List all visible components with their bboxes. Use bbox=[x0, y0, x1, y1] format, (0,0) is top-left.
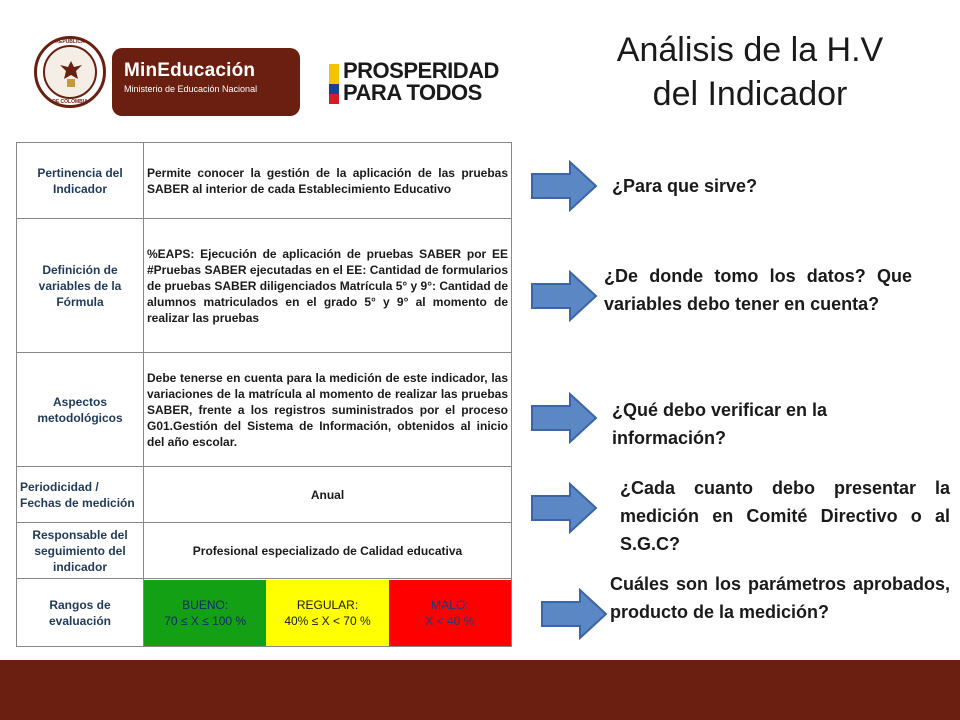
slide-title bbox=[560, 28, 940, 116]
range-bad-name: MALO: bbox=[431, 597, 469, 612]
range-good-value: 70 ≤ X ≤ 100 % bbox=[164, 613, 247, 628]
row-label: Pertinencia del Indicador bbox=[17, 143, 144, 219]
range-good bbox=[144, 580, 266, 646]
colombia-seal-logo bbox=[34, 36, 106, 108]
table-row bbox=[17, 467, 512, 523]
colombia-flag-icon bbox=[329, 64, 339, 104]
flag-stripe-red bbox=[329, 94, 339, 104]
row-label: Definición de variables de la Fórmula bbox=[17, 219, 144, 353]
ranges-label: Rangos de evaluación bbox=[17, 579, 144, 647]
question-purpose: ¿Para que sirve? bbox=[612, 176, 758, 196]
mineducacion-logo bbox=[112, 48, 300, 116]
prosperidad-line1: PROSPERIDAD bbox=[343, 58, 499, 83]
question-verify: ¿Qué debo verificar en la información? bbox=[612, 400, 828, 448]
range-bad bbox=[389, 580, 511, 646]
evaluation-ranges bbox=[144, 580, 511, 646]
row-value: %EAPS: Ejecución de aplicación de pruebas SABER por EE #Pruebas SABER ejecutadas en el EE: Cantidad de formularios de pruebas SABER diligenciados Matrícula 5° y 9°: Cantidad de alumnos matriculados en el grado 5° y 9° al momento de realizar las pruebas bbox=[144, 219, 512, 353]
arrow-right-icon bbox=[530, 482, 598, 534]
seal-text-bottom: DE COLOMBIA bbox=[52, 99, 88, 105]
seal-text-top: REPÚBLICA bbox=[55, 39, 85, 45]
row-label: Aspectos metodológicos bbox=[17, 353, 144, 467]
prosperidad-line2: PARA TODOS bbox=[343, 80, 482, 105]
range-regular-name: REGULAR: bbox=[296, 597, 359, 612]
flag-stripe-yellow bbox=[329, 64, 339, 84]
range-good-name: BUENO: bbox=[182, 597, 229, 612]
arrow-right-icon bbox=[530, 392, 598, 444]
question-parameters: Cuáles son los parámetros aprobados, producto de la medición? bbox=[610, 574, 950, 622]
table-row bbox=[17, 523, 512, 579]
row-value: Anual bbox=[144, 467, 512, 523]
condor-emblem-icon bbox=[58, 59, 84, 89]
table-row bbox=[17, 579, 512, 647]
row-label: Periodicidad / Fechas de medición bbox=[17, 467, 144, 523]
slide-title-line1: Análisis de la H.V bbox=[616, 31, 884, 69]
row-label: Responsable del seguimiento del indicador bbox=[17, 523, 144, 579]
question-frequency: ¿Cada cuanto debo presentar la medición en Comité Directivo o al S.G.C? bbox=[620, 478, 950, 554]
row-value: Debe tenerse en cuenta para la medición de este indicador, las variaciones de la matrícula al momento de realizar las pruebas SABER, frente a los registros suministrados por el proceso G01.Gestión del Sistema de Información, obtenidos al inicio del año escolar. bbox=[144, 353, 512, 467]
arrow-right-icon bbox=[540, 588, 608, 640]
footer-bar bbox=[0, 660, 960, 720]
table-row bbox=[17, 219, 512, 353]
mineducacion-logo-subtitle: Ministerio de Educación Nacional bbox=[124, 84, 258, 94]
arrow-right-icon bbox=[530, 270, 598, 322]
question-data-source: ¿De donde tomo los datos? Que variables debo tener en cuenta? bbox=[604, 266, 912, 314]
slide-title-line2: del Indicador bbox=[652, 75, 848, 113]
prosperidad-logo bbox=[343, 60, 499, 104]
flag-stripe-blue bbox=[329, 84, 339, 94]
arrow-right-icon bbox=[530, 160, 598, 212]
mineducacion-logo-title: MinEducación bbox=[124, 60, 256, 81]
ranges-cell bbox=[144, 579, 512, 647]
range-regular bbox=[266, 580, 388, 646]
range-regular-value: 40% ≤ X < 70 % bbox=[284, 613, 371, 628]
table-row bbox=[17, 143, 512, 219]
row-value: Permite conocer la gestión de la aplicación de las pruebas SABER al interior de cada Establecimiento Educativo bbox=[144, 143, 512, 219]
range-bad-value: X < 40 % bbox=[425, 613, 475, 628]
table-row bbox=[17, 353, 512, 467]
row-value: Profesional especializado de Calidad educativa bbox=[144, 523, 512, 579]
indicator-table bbox=[16, 142, 512, 647]
seal-inner-ring bbox=[43, 45, 97, 99]
